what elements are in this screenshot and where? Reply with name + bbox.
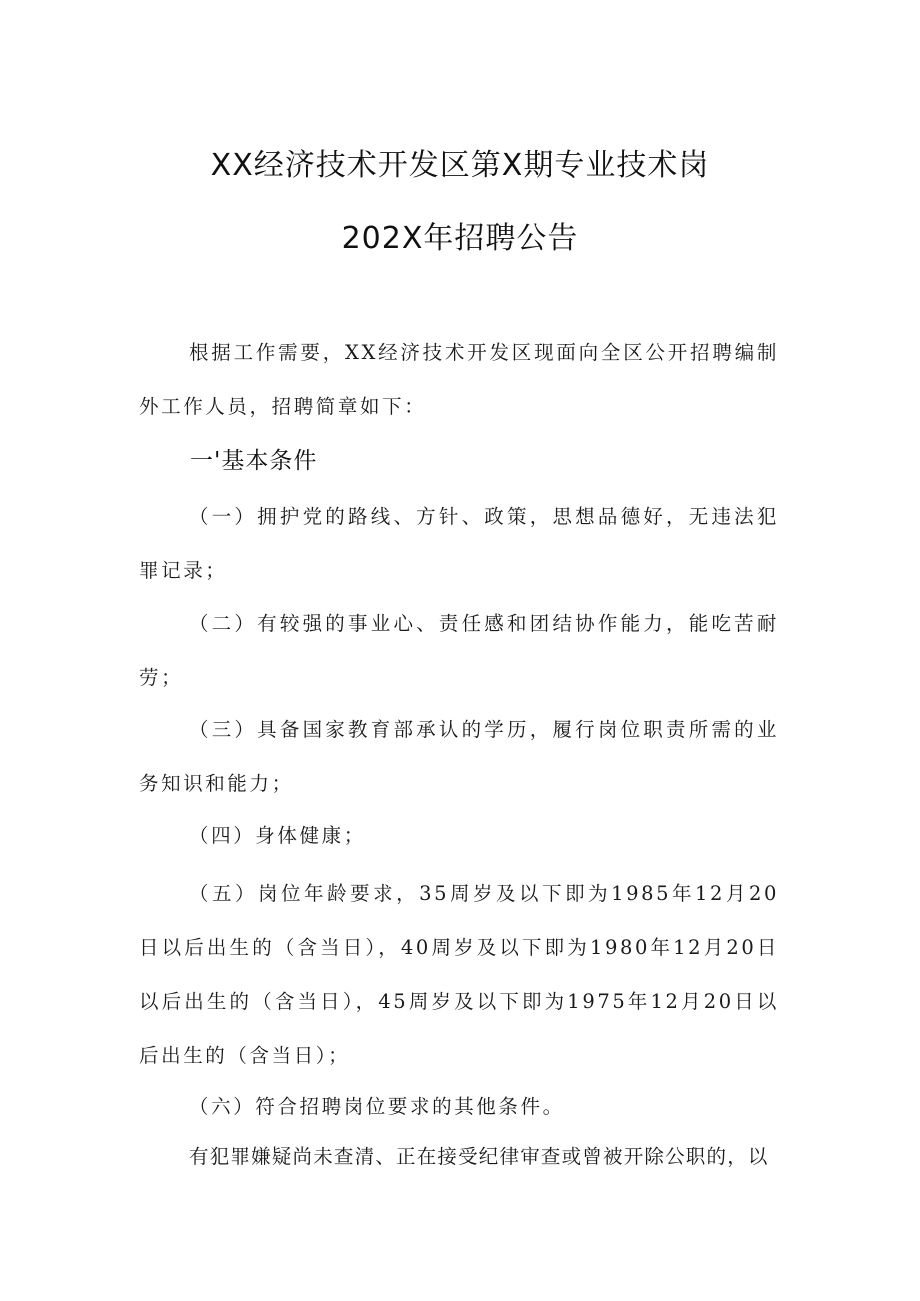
- condition-item-2: （二）有较强的事业心、责任感和团结协作能力，能吃苦耐劳；: [139, 612, 779, 689]
- document-title-line1: XX经济技术开发区第X期专业技术岗: [210, 148, 710, 183]
- document-title-line2: 202X年招聘公告: [341, 221, 579, 256]
- intro-paragraph: 根据工作需要，XX经济技术开发区现面向全区公开招聘编制外工作人员，招聘简章如下：: [139, 341, 779, 418]
- condition-item-6: （六）符合招聘岗位要求的其他条件。: [189, 1095, 565, 1118]
- condition-item-1: （一）拥护党的路线、方针、政策，思想品德好，无违法犯罪记录；: [139, 505, 779, 582]
- condition-item-3: （三）具备国家教育部承认的学历，履行岗位职责所需的业务知识和能力；: [139, 718, 779, 795]
- section-heading-basic-conditions: 一'基本条件: [190, 448, 318, 474]
- exclusion-note: 有犯罪嫌疑尚未查清、正在接受纪律审查或曾被开除公职的，以: [189, 1145, 769, 1168]
- condition-item-5: （五）岗位年龄要求，35周岁及以下即为1985年12月20日以后出生的（含当日），40周岁及以下即为1980年12月20日以后出生的（含当日），45周岁及以下即为1975年12月20日以后出生的（含当日）；: [139, 882, 779, 1067]
- condition-item-4: （四）身体健康；: [189, 824, 366, 847]
